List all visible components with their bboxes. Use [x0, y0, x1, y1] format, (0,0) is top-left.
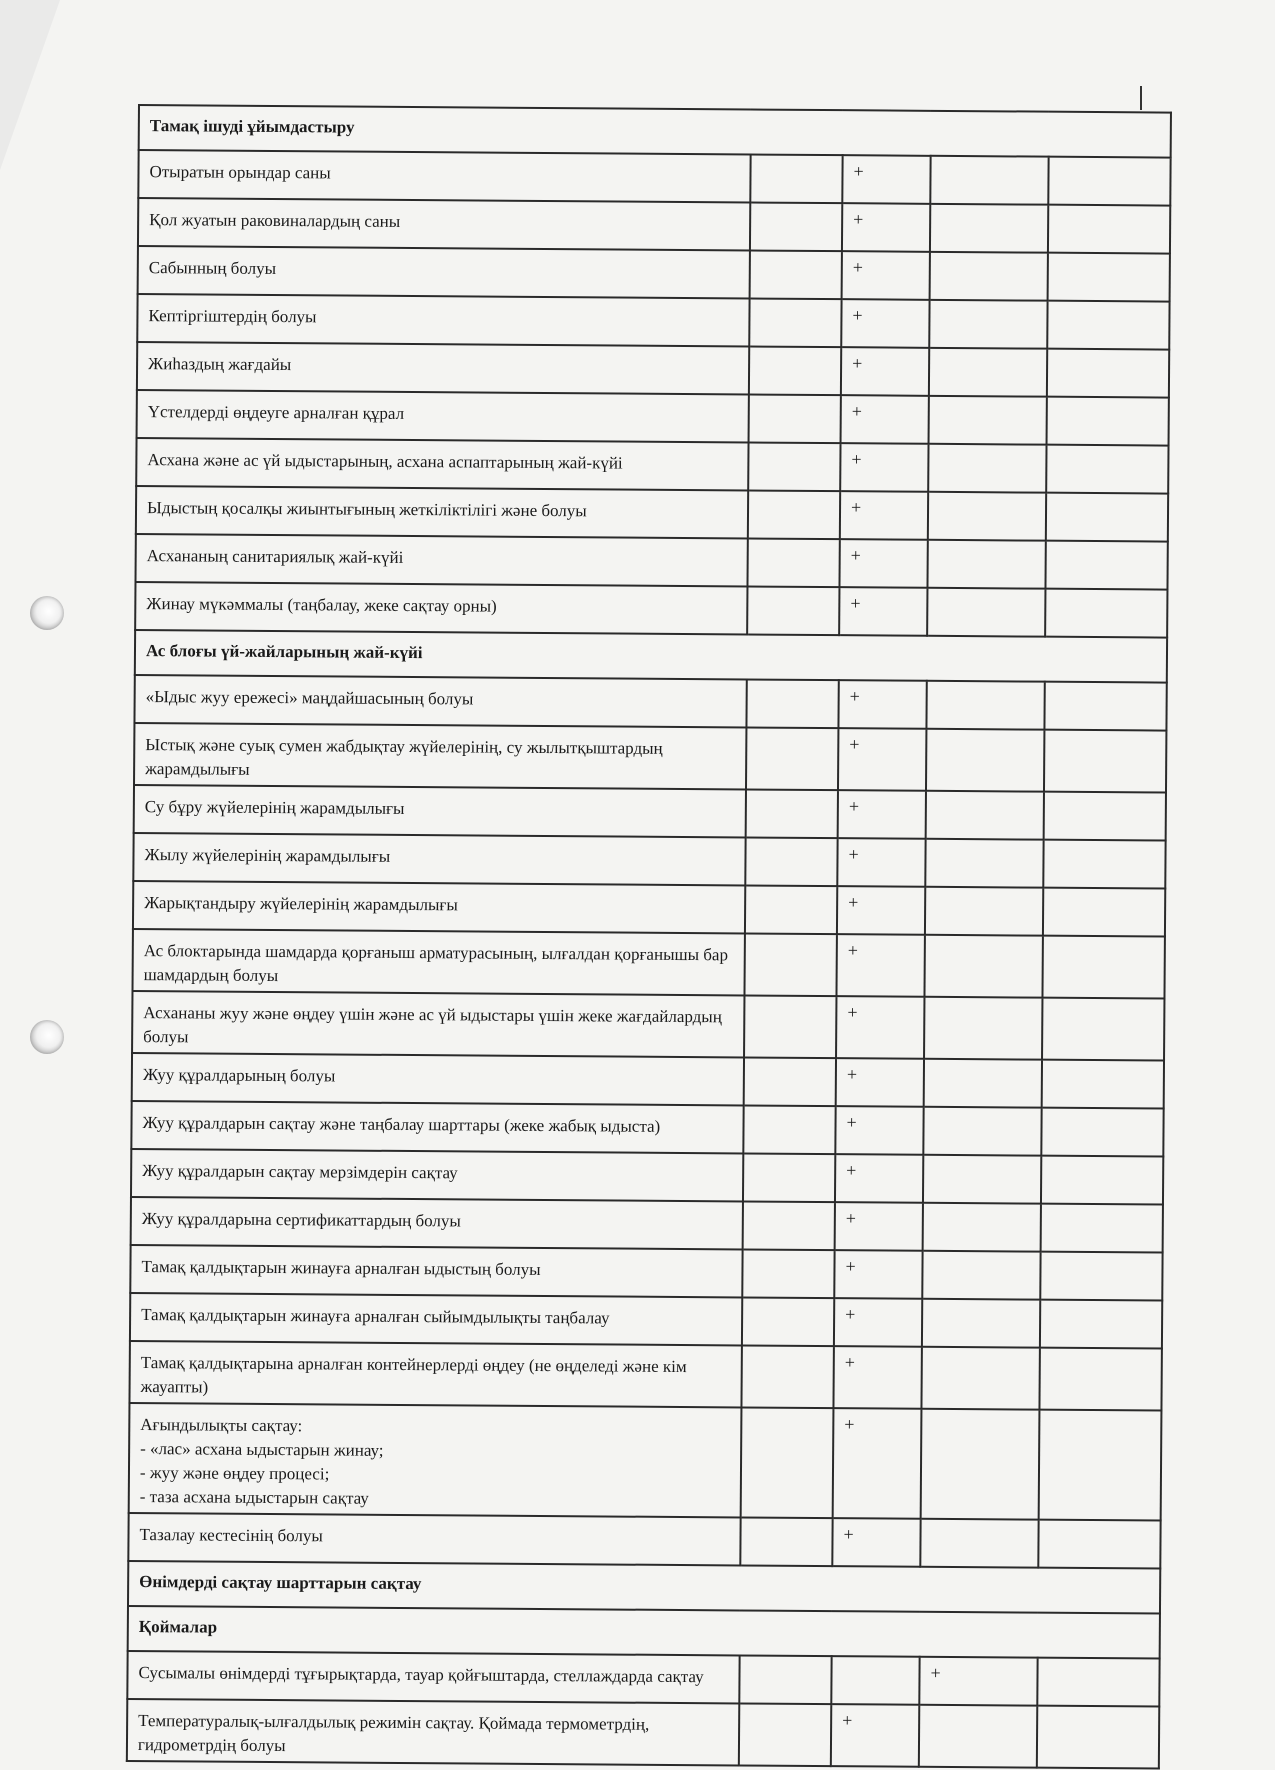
mark-cell-col-1 — [746, 679, 838, 728]
criterion-label: Су бұру жүйелерінің жарамдылығы — [134, 785, 746, 837]
criterion-label: Тамақ қалдықтарын жинауға арналған сыйымдылықты таңбалау — [130, 1293, 742, 1345]
mark-cell-col-1 — [742, 1297, 834, 1346]
checklist-row — [136, 438, 1168, 494]
mark-cell-col-1 — [739, 1655, 831, 1704]
mark-cell-col-2 — [835, 1106, 923, 1155]
mark-cell-col-4 — [1041, 1156, 1163, 1205]
mark-cell-col-2 — [831, 1656, 919, 1705]
mark-cell-col-2 — [838, 790, 926, 839]
mark-cell-col-1 — [747, 538, 839, 587]
mark-cell-col-1 — [750, 202, 842, 251]
mark-cell-col-4 — [1048, 205, 1170, 254]
criterion-label: Отыратын орындар саны — [138, 150, 750, 202]
checklist-row — [135, 534, 1167, 590]
mark-cell-col-2 — [842, 155, 930, 204]
checklist-row — [134, 785, 1166, 841]
mark-cell-col-4 — [1047, 397, 1169, 446]
mark-cell-col-1 — [745, 837, 837, 886]
checklist-body — [127, 105, 1171, 1769]
mark-cell-col-4 — [1044, 682, 1166, 731]
mark-cell-col-3 — [926, 681, 1044, 730]
checklist-row — [129, 1341, 1161, 1411]
check-mark: + — [845, 1208, 857, 1229]
check-mark: + — [846, 1160, 857, 1181]
mark-cell-col-3 — [928, 492, 1046, 541]
checklist-row — [134, 723, 1166, 793]
mark-cell-col-4 — [1043, 840, 1165, 889]
mark-cell-col-4 — [1042, 1060, 1164, 1109]
mark-cell-col-4 — [1042, 936, 1164, 999]
check-mark: + — [852, 305, 863, 326]
mark-cell-col-3 — [919, 1705, 1037, 1768]
mark-cell-col-1 — [743, 1105, 835, 1154]
mark-cell-col-3 — [919, 1657, 1037, 1706]
mark-cell-col-3 — [921, 1347, 1039, 1410]
mark-cell-col-2 — [841, 299, 929, 348]
checklist-row — [130, 1293, 1162, 1349]
mark-cell-col-4 — [1048, 253, 1170, 302]
punch-hole-lower — [30, 1020, 64, 1054]
criterion-label: Асхананы жуу және өңдеу үшін және ас үй ыдыстары үшін жеке жағдайлардың болуы — [132, 991, 744, 1057]
mark-cell-col-4 — [1039, 1410, 1162, 1521]
criterion-label: Ағындылықты сақтау: - «лас» асхана ыдыстарын жинау; - жуу және өңдеу процесі; - таза асхана ыдыстарын сақтау — [129, 1403, 742, 1517]
mark-cell-col-2 — [835, 1154, 923, 1203]
mark-cell-col-1 — [744, 1057, 836, 1106]
mark-cell-col-1 — [742, 1249, 834, 1298]
mark-cell-col-4 — [1045, 541, 1167, 590]
mark-cell-col-4 — [1048, 157, 1170, 206]
criterion-label: Үстелдерді өңдеуге арналған құрал — [137, 390, 749, 442]
criterion-label: Жинау мүкәммалы (таңбалау, жеке сақтау орны) — [135, 582, 747, 634]
criterion-label: Асхана және ас үй ыдыстарының, асхана аспаптарының жай-күйі — [136, 438, 748, 490]
checklist-row — [131, 1149, 1163, 1205]
mark-cell-col-2 — [833, 1408, 922, 1519]
check-mark: + — [846, 1064, 858, 1085]
mark-cell-col-4 — [1041, 1108, 1163, 1157]
mark-cell-col-2 — [832, 1518, 920, 1567]
check-mark: + — [845, 1304, 856, 1325]
mark-cell-col-1 — [749, 394, 841, 443]
inspection-checklist-table — [126, 104, 1172, 1770]
criterion-label: Сабынның болуы — [138, 246, 750, 298]
check-mark: + — [853, 209, 864, 230]
checklist-row — [128, 1513, 1160, 1569]
mark-cell-col-2 — [837, 838, 925, 887]
mark-cell-col-2 — [831, 1704, 919, 1767]
mark-cell-col-4 — [1037, 1658, 1159, 1707]
mark-cell-col-3 — [930, 204, 1048, 253]
mark-cell-col-4 — [1047, 349, 1169, 398]
check-mark: + — [851, 401, 862, 422]
mark-cell-col-2 — [840, 491, 928, 540]
mark-cell-col-2 — [842, 203, 930, 252]
mark-cell-col-3 — [928, 444, 1046, 493]
mark-cell-col-1 — [745, 885, 837, 934]
mark-cell-col-3 — [920, 1519, 1038, 1568]
mark-cell-col-3 — [930, 252, 1048, 301]
mark-cell-col-4 — [1043, 888, 1165, 937]
mark-cell-col-3 — [921, 1409, 1040, 1520]
mark-cell-col-2 — [836, 1058, 924, 1107]
mark-cell-col-3 — [922, 1299, 1040, 1348]
mark-cell-col-1 — [747, 586, 839, 635]
mark-cell-col-4 — [1045, 589, 1167, 638]
criterion-label: Ыдыстың қосалқы жиынтығының жеткіліктілігі және болуы — [136, 486, 748, 538]
check-mark: + — [845, 1256, 856, 1277]
checklist-row — [138, 246, 1170, 302]
mark-cell-col-4 — [1040, 1252, 1162, 1301]
mark-cell-col-1 — [743, 1201, 835, 1250]
check-mark: + — [850, 593, 861, 614]
mark-cell-col-2 — [837, 886, 925, 935]
criterion-label: Жуу құралдарын сақтау және таңбалау шарттары (жеке жабық ыдыста) — [131, 1101, 743, 1153]
checklist-row — [133, 881, 1165, 937]
checklist-row — [132, 991, 1164, 1061]
checklist-row — [136, 486, 1168, 542]
mark-cell-col-1 — [750, 250, 842, 299]
criterion-label: Тазалау кестесінің болуы — [128, 1513, 740, 1565]
mark-cell-col-2 — [838, 728, 926, 791]
criterion-label: Жылу жүйелерінің жарамдылығы — [133, 833, 745, 885]
mark-cell-col-2 — [839, 587, 927, 636]
mark-cell-col-3 — [929, 348, 1047, 397]
mark-cell-col-3 — [925, 839, 1043, 888]
criterion-label: Кептіргіштердің болуы — [137, 294, 749, 346]
section-header-row — [128, 1606, 1160, 1659]
check-mark: + — [851, 449, 862, 470]
mark-cell-col-3 — [923, 1203, 1041, 1252]
check-mark: + — [853, 161, 864, 182]
mark-cell-col-3 — [924, 1059, 1042, 1108]
mark-cell-col-3 — [923, 1155, 1041, 1204]
checklist-row — [134, 675, 1166, 731]
check-mark: + — [844, 1352, 856, 1373]
section-title: Өнімдерді сақтау шарттарын сақтау — [128, 1561, 1160, 1614]
section-title: Ас блоғы үй-жайларының жай-күйі — [135, 630, 1167, 683]
check-mark: + — [849, 734, 860, 755]
mark-cell-col-3 — [926, 791, 1044, 840]
mark-cell-col-4 — [1037, 1706, 1159, 1769]
checklist-row — [133, 833, 1165, 889]
mark-cell-col-1 — [750, 154, 842, 203]
check-mark: + — [847, 1002, 858, 1023]
mark-cell-col-4 — [1046, 445, 1168, 494]
mark-cell-col-1 — [740, 1517, 832, 1566]
mark-cell-col-1 — [749, 346, 841, 395]
check-mark: + — [848, 892, 859, 913]
mark-cell-col-3 — [924, 935, 1042, 998]
checklist-row — [132, 1053, 1164, 1109]
check-mark: + — [850, 545, 861, 566]
mark-cell-col-4 — [1042, 998, 1164, 1061]
checklist-row — [137, 390, 1169, 446]
mark-cell-col-4 — [1038, 1520, 1160, 1569]
checklist-row — [130, 1245, 1162, 1301]
checklist-row — [137, 342, 1169, 398]
criterion-label: Жиһаздың жағдайы — [137, 342, 749, 394]
section-title: Тамақ ішуді ұйымдастыру — [139, 105, 1171, 158]
mark-cell-col-2 — [841, 347, 929, 396]
checklist-row — [131, 1101, 1163, 1157]
mark-cell-col-1 — [746, 727, 838, 790]
mark-cell-col-2 — [840, 443, 928, 492]
check-mark: + — [848, 796, 860, 817]
checklist-row — [131, 1197, 1163, 1253]
criterion-label: Тамақ қалдықтарына арналған контейнерлерді өңдеу (не өңделеді және кім жауапты) — [129, 1341, 741, 1407]
mark-cell-col-4 — [1044, 730, 1166, 793]
mark-cell-col-2 — [833, 1346, 921, 1409]
section-title: Қоймалар — [128, 1606, 1160, 1659]
mark-cell-col-3 — [923, 1107, 1041, 1156]
mark-cell-col-2 — [841, 395, 929, 444]
check-mark: + — [852, 257, 864, 278]
mark-cell-col-4 — [1047, 301, 1169, 350]
criterion-label: Ыстық және суық сумен жабдықтау жүйелерінің, су жылытқыштардың жарамдылығы — [134, 723, 746, 789]
check-mark: + — [849, 686, 860, 707]
mark-cell-col-4 — [1040, 1300, 1162, 1349]
mark-cell-col-2 — [835, 1202, 923, 1251]
criterion-label: Жуу құралдарының болуы — [132, 1053, 744, 1105]
mark-cell-col-2 — [836, 996, 924, 1059]
check-mark: + — [850, 497, 862, 518]
mark-cell-col-1 — [739, 1703, 831, 1766]
criterion-label: Температуралық-ылғалдылық режимін сақтау. Қоймада термометрдің, гидрометрдің болуы — [127, 1699, 739, 1765]
check-mark: + — [930, 1662, 941, 1683]
section-header-row — [128, 1561, 1160, 1614]
check-mark: + — [847, 940, 859, 961]
mark-cell-col-2 — [842, 251, 930, 300]
checklist-row — [127, 1651, 1159, 1707]
mark-cell-col-1 — [741, 1407, 834, 1518]
check-mark: + — [846, 1112, 857, 1133]
mark-cell-col-2 — [836, 934, 924, 997]
table-border-extension — [1140, 86, 1142, 110]
mark-cell-col-1 — [741, 1345, 833, 1408]
mark-cell-col-3 — [925, 887, 1043, 936]
section-header-row — [139, 105, 1171, 158]
mark-cell-col-3 — [924, 997, 1042, 1060]
mark-cell-col-3 — [927, 540, 1045, 589]
criterion-label: Асхананың санитариялық жай-күйі — [135, 534, 747, 586]
mark-cell-col-1 — [748, 490, 840, 539]
checklist-row — [127, 1699, 1159, 1769]
checklist-row — [129, 1403, 1162, 1521]
mark-cell-col-1 — [743, 1153, 835, 1202]
checklist-row — [132, 929, 1164, 999]
mark-cell-col-2 — [839, 539, 927, 588]
mark-cell-col-4 — [1044, 792, 1166, 841]
mark-cell-col-4 — [1046, 493, 1168, 542]
criterion-label: Сусымалы өнімдерді тұғырықтарда, тауар қойғыштарда, стеллаждарда сақтау — [127, 1651, 739, 1703]
criterion-label: Жарықтандыру жүйелерінің жарамдылығы — [133, 881, 745, 933]
mark-cell-col-3 — [929, 396, 1047, 445]
mark-cell-col-4 — [1039, 1348, 1161, 1411]
mark-cell-col-2 — [834, 1298, 922, 1347]
checklist-row — [138, 150, 1170, 206]
criterion-label: Ас блоктарында шамдарда қорғаныш арматурасының, ылғалдан қорғанышы бар шамдардың болуы — [132, 929, 744, 995]
section-header-row — [135, 630, 1167, 683]
mark-cell-col-3 — [926, 729, 1044, 792]
paper-corner-fold — [0, 0, 60, 170]
mark-cell-col-3 — [927, 588, 1045, 637]
mark-cell-col-1 — [746, 789, 838, 838]
criterion-label: Қол жуатын раковиналардың саны — [138, 198, 750, 250]
checklist-row — [137, 294, 1169, 350]
check-mark: + — [843, 1524, 854, 1545]
mark-cell-col-3 — [929, 300, 1047, 349]
criterion-label: Тамақ қалдықтарын жинауға арналған ыдыстың болуы — [130, 1245, 742, 1297]
mark-cell-col-2 — [838, 680, 926, 729]
criterion-label: «Ыдыс жуу ережесі» маңдайшасының болуы — [134, 675, 746, 727]
checklist-row — [135, 582, 1167, 638]
checklist-row — [138, 198, 1170, 254]
mark-cell-col-2 — [834, 1250, 922, 1299]
mark-cell-col-4 — [1041, 1204, 1163, 1253]
check-mark: + — [852, 353, 863, 374]
criterion-label: Жуу құралдарын сақтау мерзімдерін сақтау — [131, 1149, 743, 1201]
mark-cell-col-1 — [744, 995, 836, 1058]
check-mark: + — [844, 1414, 855, 1435]
mark-cell-col-3 — [922, 1251, 1040, 1300]
criterion-label: Жуу құралдарына сертификаттардың болуы — [131, 1197, 743, 1249]
check-mark: + — [848, 844, 859, 865]
mark-cell-col-1 — [749, 298, 841, 347]
mark-cell-col-3 — [930, 156, 1048, 205]
mark-cell-col-1 — [748, 442, 840, 491]
check-mark: + — [842, 1710, 853, 1731]
mark-cell-col-1 — [744, 933, 836, 996]
punch-hole-upper — [30, 596, 64, 630]
